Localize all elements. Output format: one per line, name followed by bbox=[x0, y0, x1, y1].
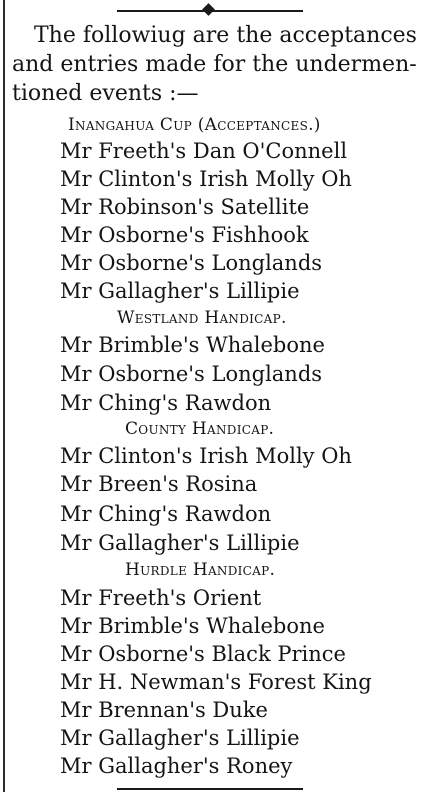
entry-line: Mr H. Newman's Forest King bbox=[60, 670, 372, 694]
entry-line: Mr Robinson's Satellite bbox=[60, 195, 310, 219]
entry-line: Mr Clinton's Irish Molly Oh bbox=[60, 167, 352, 191]
intro-line: and entries made for the undermen- bbox=[12, 52, 417, 77]
entry-line: Mr Brimble's Whalebone bbox=[60, 333, 325, 357]
section-heading: Westland Handicap. bbox=[117, 308, 287, 328]
entry-line: Mr Brennan's Duke bbox=[60, 698, 268, 722]
bottom-rule bbox=[117, 788, 303, 790]
intro-paragraph bbox=[12, 21, 424, 108]
section-heading: Hurdle Handicap. bbox=[125, 560, 276, 580]
entry-line: Mr Brimble's Whalebone bbox=[60, 614, 325, 638]
entry-line: Mr Breen's Rosina bbox=[60, 472, 258, 496]
entry-line: Mr Ching's Rawdon bbox=[60, 391, 272, 415]
entry-line: Mr Gallagher's Lillipie bbox=[60, 726, 300, 750]
intro-line: tioned events :— bbox=[12, 81, 199, 106]
intro-line: The followiug are the acceptances bbox=[34, 23, 417, 48]
entry-line: Mr Freeth's Orient bbox=[60, 586, 262, 610]
entry-line: Mr Clinton's Irish Molly Oh bbox=[60, 444, 352, 468]
entry-line: Mr Gallagher's Roney bbox=[60, 754, 293, 778]
entry-line: Mr Freeth's Dan O'Connell bbox=[60, 139, 348, 163]
entry-line: Mr Osborne's Black Prince bbox=[60, 642, 346, 666]
section-heading: County Handicap. bbox=[125, 419, 275, 439]
entry-line: Mr Osborne's Longlands bbox=[60, 362, 323, 386]
entry-line: Mr Gallagher's Lillipie bbox=[60, 279, 300, 303]
entry-line: Mr Osborne's Fishhook bbox=[60, 223, 309, 247]
ornament-diamond bbox=[202, 3, 215, 16]
entry-line: Mr Ching's Rawdon bbox=[60, 502, 272, 526]
entry-line: Mr Gallagher's Lillipie bbox=[60, 531, 300, 555]
section-heading: Inangahua Cup (Acceptances.) bbox=[68, 115, 321, 135]
entry-line: Mr Osborne's Longlands bbox=[60, 251, 323, 275]
column-border bbox=[3, 0, 5, 792]
